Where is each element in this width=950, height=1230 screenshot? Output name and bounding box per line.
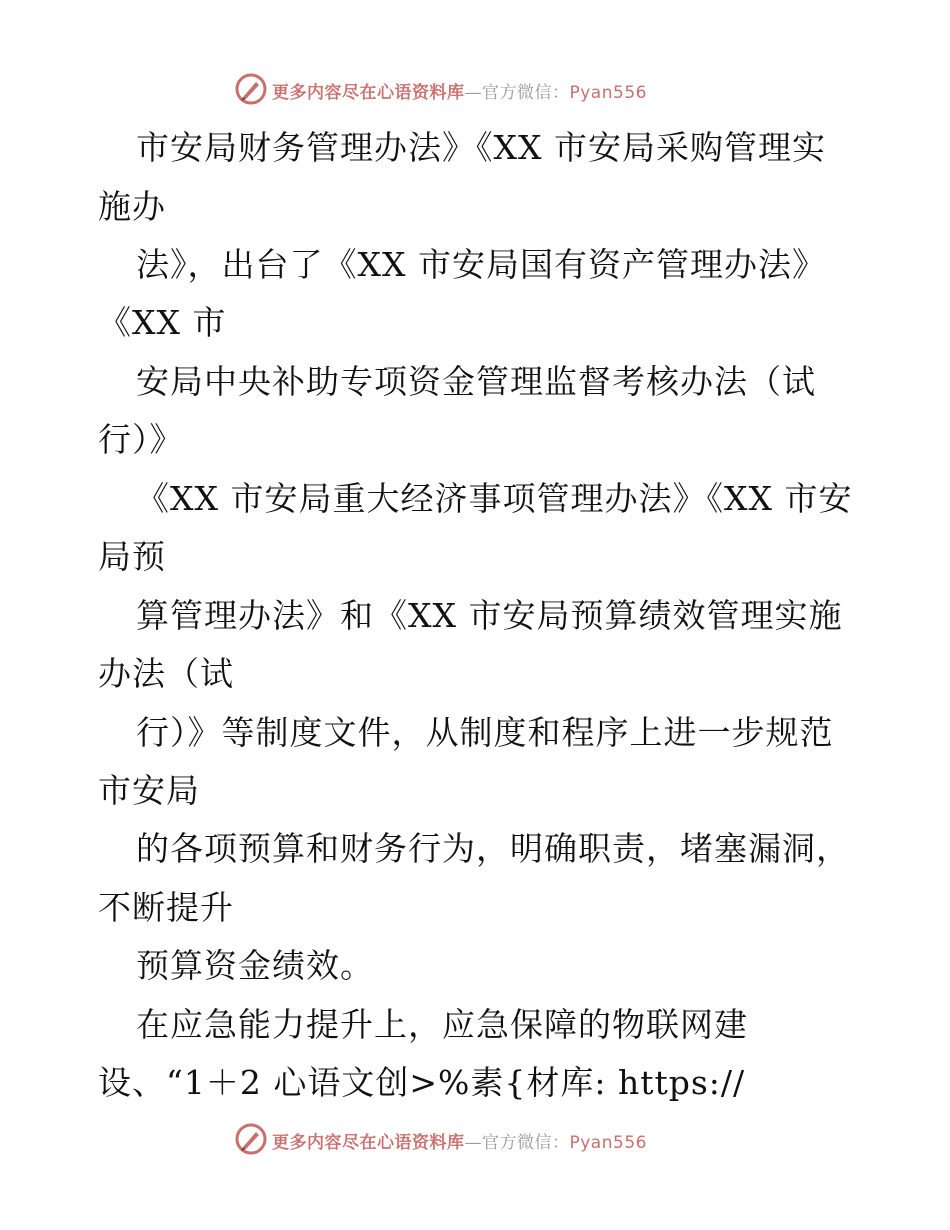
pen-logo-icon: [234, 72, 268, 106]
footer-watermark: [0, 1120, 950, 1160]
body-line: 的各项预算和财务行为，明确职责，堵塞漏洞，: [136, 829, 850, 868]
body-line: 安局中央补助专项资金管理监督考核办法（试: [136, 362, 816, 401]
header-slogan-dash: —官方微信：: [464, 83, 570, 103]
body-line: 市安局财务管理办法》《XX 市安局采购管理实: [136, 128, 826, 167]
body-line: 法》，出台了《XX 市安局国有资产管理办法》: [136, 245, 826, 284]
body-line: 《XX 市安局重大经济事项管理办法》《XX 市安: [136, 479, 853, 518]
body-line: 行）》等制度文件，从制度和程序上进一步规范: [136, 713, 834, 752]
body-line: 市安局: [98, 771, 200, 810]
footer-slogan-main: 更多内容尽在心语资料库: [272, 1133, 465, 1153]
header-watermark: [0, 70, 950, 110]
body-line: 行）》: [98, 420, 184, 459]
footer-slogan-dash: —官方微信：: [464, 1133, 570, 1153]
body-line: 设、“1＋2 心语文创>%素{材库: https://: [98, 1063, 746, 1102]
body-line: 预算资金绩效。: [136, 946, 374, 985]
pen-logo-icon: [234, 1122, 268, 1156]
body-line: 《XX 市: [98, 303, 227, 342]
footer-slogan-account: Pyan556: [569, 1133, 647, 1153]
body-line: 不断提升: [98, 888, 234, 927]
header-slogan: [272, 78, 647, 103]
footer-slogan: [272, 1128, 647, 1153]
header-slogan-account: Pyan556: [569, 83, 647, 103]
body-line: 算管理办法》和《XX 市安局预算绩效管理实施: [136, 596, 843, 635]
body-line: 在应急能力提升上，应急保障的物联网建: [136, 1005, 748, 1044]
header-slogan-main: 更多内容尽在心语资料库: [272, 83, 465, 103]
body-line: 局预: [98, 537, 166, 576]
body-line: 施办: [98, 187, 166, 226]
body-line: 办法（试: [98, 654, 234, 693]
